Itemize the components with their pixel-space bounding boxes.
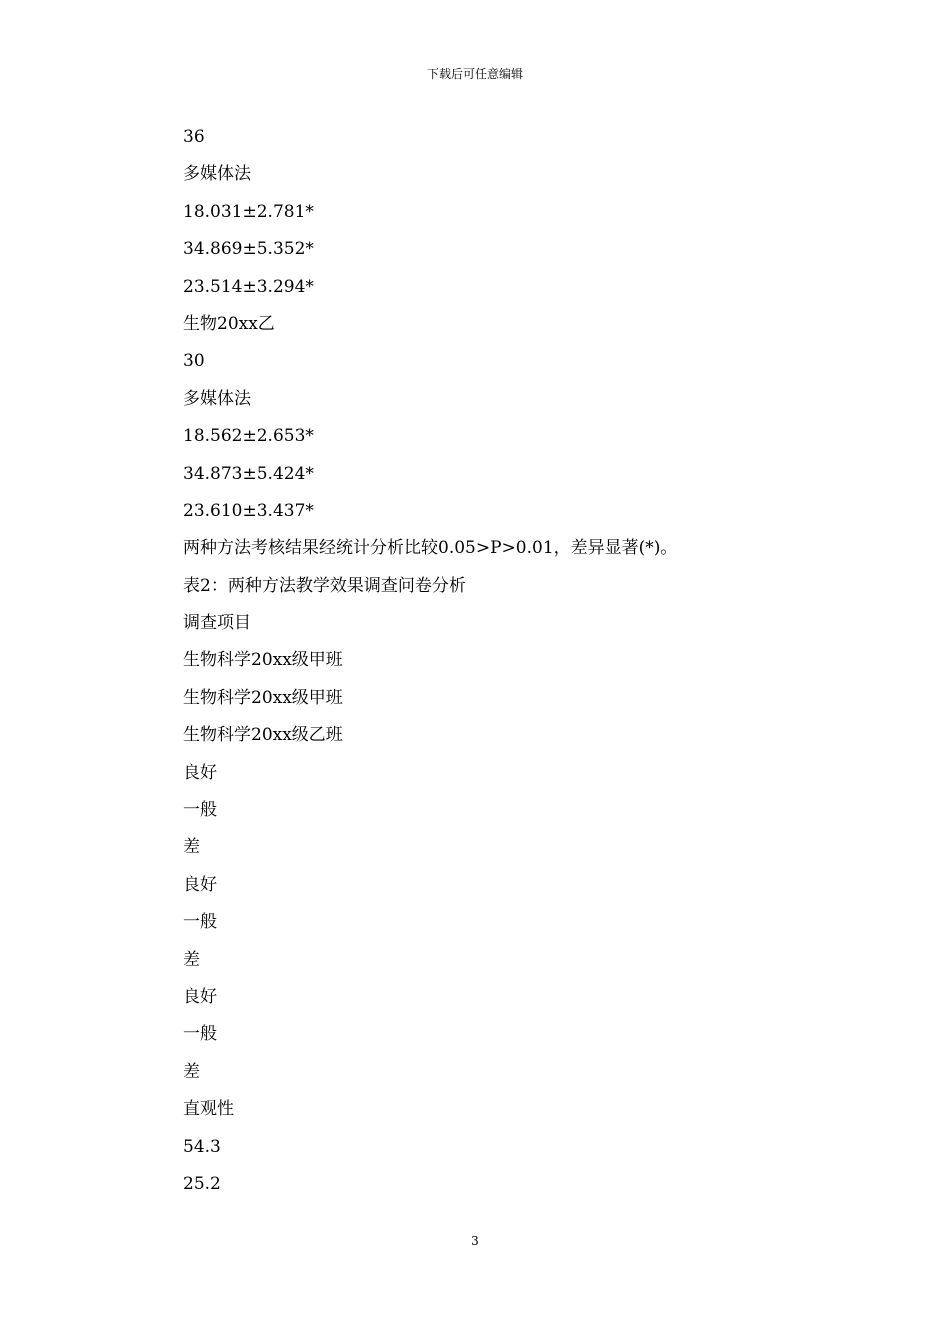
text-line: 18.031±2.781* <box>183 201 314 222</box>
text-line: 表2：两种方法教学效果调查问卷分析 <box>183 575 466 596</box>
document-body <box>183 119 803 1203</box>
text-line: 34.873±5.424* <box>183 463 314 484</box>
text-line: 30 <box>183 351 205 372</box>
text-line: 差 <box>183 837 200 858</box>
text-line: 18.562±2.653* <box>183 426 314 447</box>
text-line: 调查项目 <box>183 613 251 634</box>
text-line: 直观性 <box>183 1099 234 1120</box>
text-line: 一般 <box>183 912 217 933</box>
text-line: 23.514±3.294* <box>183 276 314 297</box>
page-header: 下载后可任意编辑 <box>426 67 523 81</box>
text-line: 生物20xx乙 <box>183 313 275 334</box>
text-line: 36 <box>183 127 205 147</box>
text-line: 34.869±5.352* <box>183 239 314 260</box>
text-line: 生物科学20xx级甲班 <box>183 650 343 671</box>
page-number: 3 <box>471 1234 479 1248</box>
text-line: 良好 <box>183 986 217 1007</box>
text-line: 良好 <box>183 762 217 783</box>
text-line: 差 <box>183 1061 200 1082</box>
text-line: 一般 <box>183 1024 217 1045</box>
text-line: 23.610±3.437* <box>183 500 314 521</box>
text-line: 多媒体法 <box>183 164 251 185</box>
text-line: 多媒体法 <box>183 388 251 409</box>
text-line: 25.2 <box>183 1173 221 1194</box>
text-line: 生物科学20xx级甲班 <box>183 687 343 708</box>
text-line: 良好 <box>183 874 217 895</box>
text-line: 两种方法考核结果经统计分析比较0.05>P>0.01，差异显著(*)。 <box>183 538 678 559</box>
text-line: 54.3 <box>183 1136 221 1157</box>
text-line: 差 <box>183 949 200 970</box>
text-line: 生物科学20xx级乙班 <box>183 725 343 746</box>
text-line: 一般 <box>183 800 217 821</box>
